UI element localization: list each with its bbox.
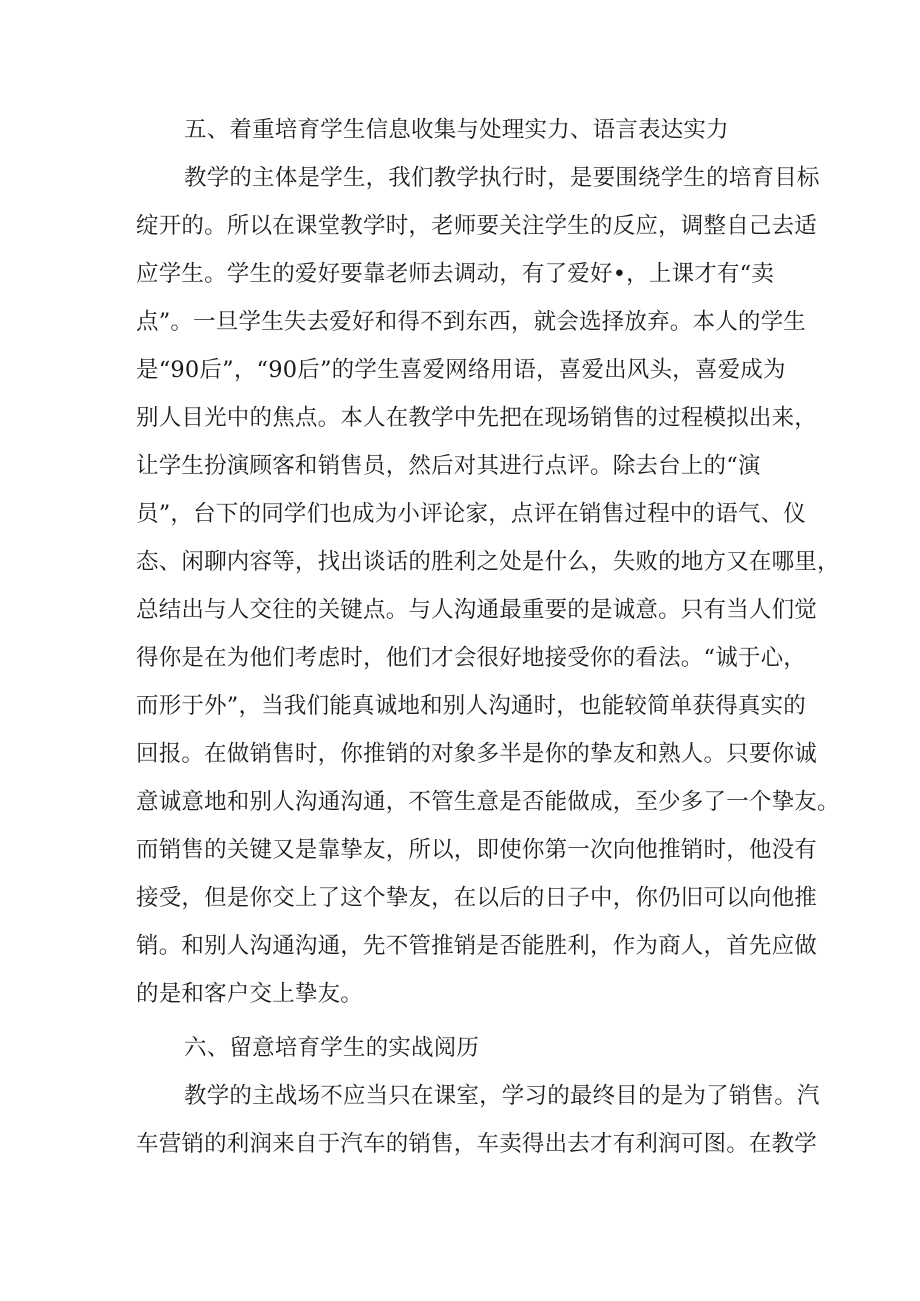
paragraph-line: 回报。在做销售时，你推销的对象多半是你的挚友和熟人。只要你诚 bbox=[136, 741, 818, 767]
paragraph-line: 别人目光中的焦点。本人在教学中先把在现场销售的过程模拟出来， bbox=[136, 405, 818, 431]
paragraph-line: 员”，台下的同学们也成为小评论家，点评在销售过程中的语气、仪 bbox=[136, 501, 807, 527]
paragraph-line: 总结出与人交往的关键点。与人沟通最重要的是诚意。只有当人们觉 bbox=[136, 597, 818, 623]
paragraph-line: 让学生扮演顾客和销售员，然后对其进行点评。除去台上的“演 bbox=[136, 453, 761, 479]
paragraph-line: 意诚意地和别人沟通沟通，不管生意是否能做成，至少多了一个挚友。 bbox=[136, 789, 840, 815]
paragraph-line: 而销售的关键又是靠挚友，所以，即使你第一次向他推销时，他没有 bbox=[136, 837, 818, 863]
paragraph-line: 的是和客户交上挚友。 bbox=[136, 981, 364, 1007]
paragraph-line: 接受，但是你交上了这个挚友，在以后的日子中，你仍旧可以向他推 bbox=[136, 885, 818, 911]
paragraph-line: 是“90后”，“90后”的学生喜爱网络用语，喜爱出风头，喜爱成为 bbox=[136, 357, 786, 383]
paragraph-line: 销。和别人沟通沟通，先不管推销是否能胜利，作为商人，首先应做 bbox=[136, 933, 818, 959]
paragraph-line: 态、闲聊内容等，找出谈话的胜利之处是什么，失败的地方又在哪里， bbox=[136, 549, 840, 575]
paragraph-line: 教学的主战场不应当只在课室，学习的最终目的是为了销售。汽 bbox=[184, 1083, 820, 1109]
section-heading: 五、着重培育学生信息收集与处理实力、语言表达实力 bbox=[184, 117, 729, 143]
paragraph-line: 点”。一旦学生失去爱好和得不到东西，就会选择放弃。本人的学生 bbox=[136, 309, 807, 335]
section-heading: 六、留意培育学生的实战阅历 bbox=[184, 1035, 480, 1061]
paragraph-line: 而形于外”，当我们能真诚地和别人沟通时，也能较简单获得真实的 bbox=[136, 693, 807, 719]
paragraph-line: 得你是在为他们考虑时，他们才会很好地接受你的看法。“诚于心， bbox=[136, 645, 807, 671]
paragraph-line: 教学的主体是学生，我们教学执行时，是要围绕学生的培育目标 bbox=[184, 165, 820, 191]
paragraph-line: 应学生。学生的爱好要靠老师去调动，有了爱好•，上课才有“卖 bbox=[136, 261, 775, 287]
paragraph-line: 车营销的利润来自于汽车的销售，车卖得出去才有利润可图。在教学 bbox=[136, 1131, 818, 1157]
paragraph-line: 绽开的。所以在课堂教学时，老师要关注学生的反应，调整自己去适 bbox=[136, 213, 818, 239]
